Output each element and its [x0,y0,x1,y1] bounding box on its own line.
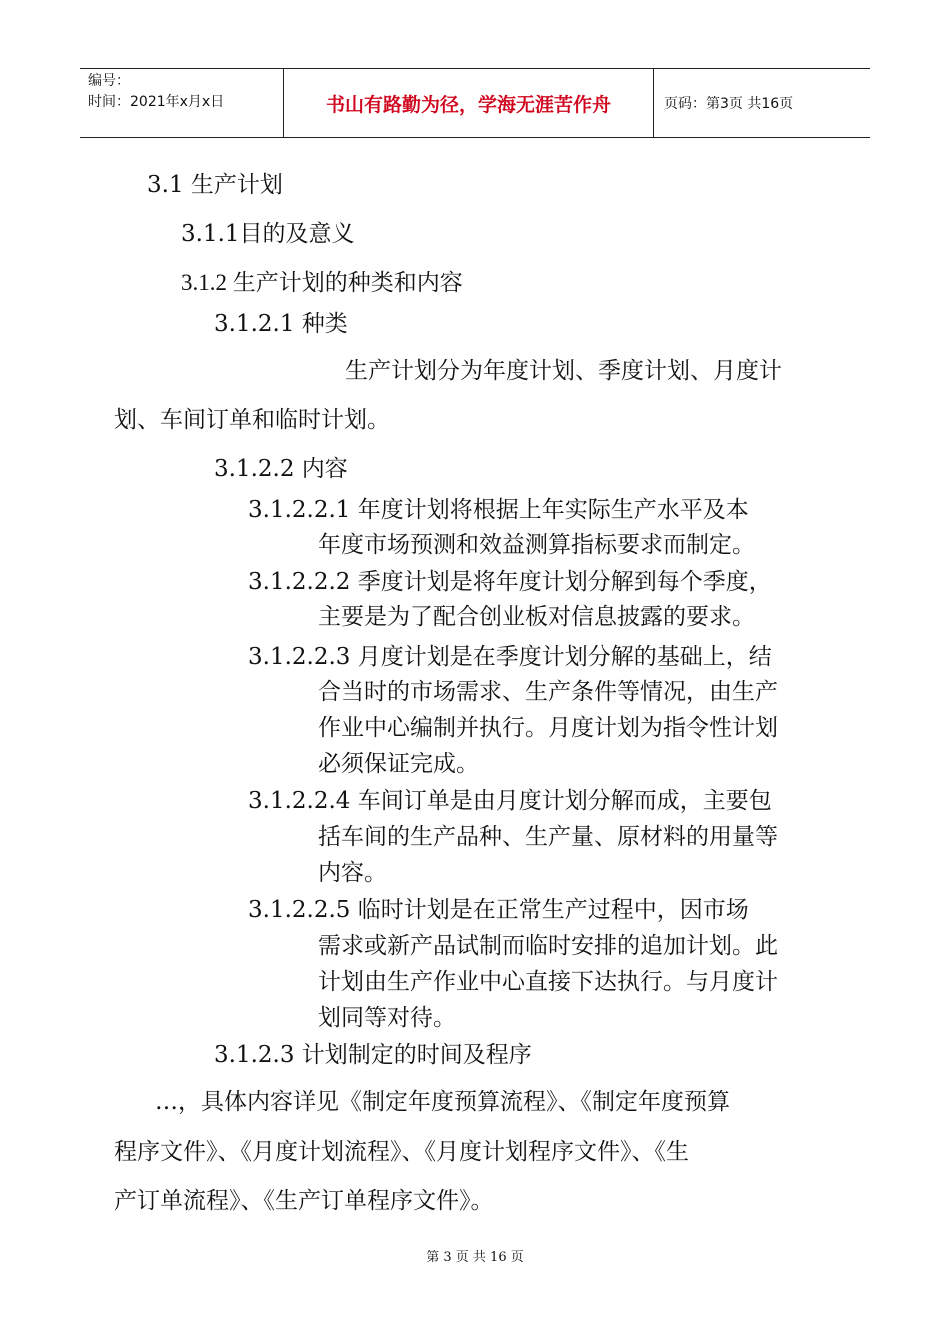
list-item-line: 3.1.2.2.2 季度计划是将年度计划分解到每个季度， [248,569,772,595]
list-item-line: 3.1.2.2.3 月度计划是在季度计划分解的基础上，结 [248,644,772,670]
paragraph-line: 产订单流程》、《生产订单程序文件》。 [114,1188,494,1214]
paragraph-line: 程序文件》、《月度计划流程》、《月度计划程序文件》、《生 [114,1139,689,1165]
section-heading-3-1: 3.1 生产计划 [147,172,283,198]
header-motto: 书山有路勤为径，学海无涯苦作舟 [283,69,654,137]
paragraph-line: …，具体内容详见《制定年度预算流程》、《制定年度预算 [155,1089,730,1115]
list-item-line: 3.1.2.2.1 年度计划将根据上年实际生产水平及本 [248,497,749,523]
list-item-line: 计划由生产作业中心直接下达执行。与月度计 [318,969,778,995]
section-heading-3-1-2-3: 3.1.2.3 计划制定的时间及程序 [214,1042,532,1068]
list-item-line: 年度市场预测和效益测算指标要求而制定。 [318,532,755,558]
paragraph-line: 划、车间订单和临时计划。 [114,407,390,433]
document-date: 时间：2021年x月x日 [88,94,225,110]
list-item-line: 内容。 [318,860,387,886]
list-item-line: 主要是为了配合创业板对信息披露的要求。 [318,604,755,630]
document-header [80,68,870,138]
list-item-line: 必须保证完成。 [318,751,479,777]
section-heading-3-1-2: 3.1.2 生产计划的种类和内容 [181,270,463,295]
document-number: 编号： [88,73,130,89]
header-page-code: 页码：第3页 共16页 [664,96,794,112]
section-heading-3-1-2-1: 3.1.2.1 种类 [214,311,348,337]
list-item-line: 3.1.2.2.4 车间订单是由月度计划分解而成，主要包 [248,788,772,814]
paragraph-line: 生产计划分为年度计划、季度计划、月度计 [345,358,782,384]
list-item-line: 需求或新产品试制而临时安排的追加计划。此 [318,933,778,959]
section-heading-3-1-1: 3.1.1目的及意义 [181,221,355,247]
list-item-line: 合当时的市场需求、生产条件等情况，由生产 [318,679,778,705]
section-heading-3-1-2-2: 3.1.2.2 内容 [214,456,348,482]
header-meta [80,69,283,137]
list-item-line: 作业中心编制并执行。月度计划为指令性计划 [318,715,778,741]
list-item-line: 3.1.2.2.5 临时计划是在正常生产过程中，因市场 [248,897,749,923]
list-item-line: 括车间的生产品种、生产量、原材料的用量等 [318,824,778,850]
page-footer: 第 3 页 共 16 页 [426,1250,524,1265]
list-item-line: 划同等对待。 [318,1005,456,1031]
